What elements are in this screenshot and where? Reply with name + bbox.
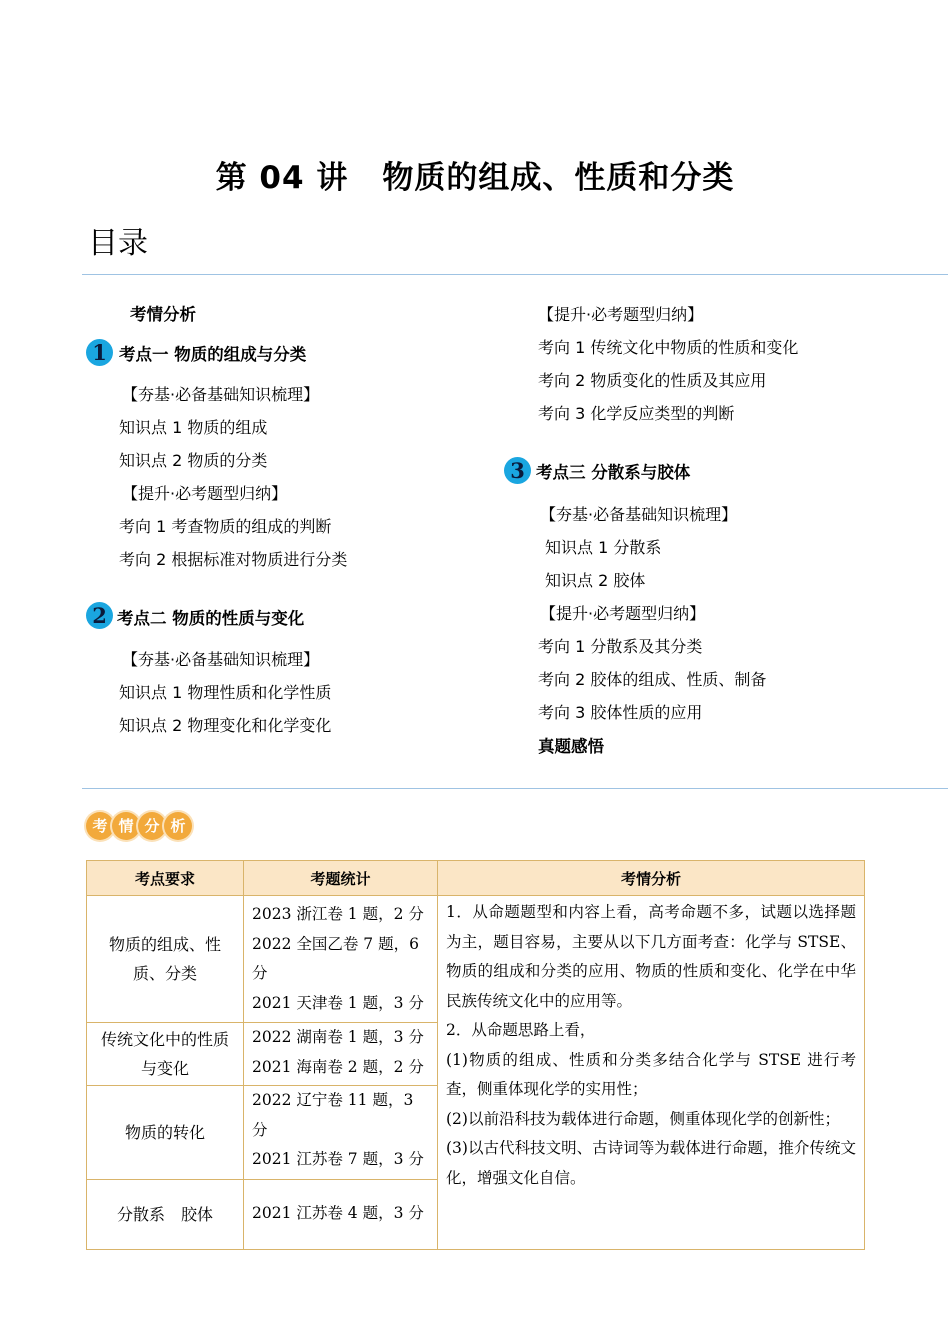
toc-item[interactable]: 考向 2 胶体的组成、性质、制备 <box>538 670 767 689</box>
toc-item[interactable]: 【提升·必考题型归纳】 <box>122 484 288 503</box>
stat-line: 2021 天津卷 1 题，3 分 <box>252 993 424 1012</box>
toc-point-1[interactable]: 考点一 物质的组成与分类 <box>119 345 307 364</box>
number-2-icon: 2 <box>86 602 113 629</box>
analysis-cell <box>438 896 865 1250</box>
stats-cell <box>244 1086 438 1180</box>
toc-item[interactable]: 知识点 2 胶体 <box>545 571 646 590</box>
toc-item[interactable]: 考向 1 分散系及其分类 <box>538 637 703 656</box>
analysis-paragraph: (1)物质的组成、性质和分类多结合化学与 STSE 进行考查，侧重体现化学的实用性； <box>446 1050 856 1098</box>
page-title: 第 04 讲 物质的组成、性质和分类 <box>215 160 735 196</box>
badge-char: 析 <box>164 812 192 840</box>
toc-item[interactable]: 考向 3 化学反应类型的判断 <box>538 404 735 423</box>
toc-item[interactable]: 【夯基·必备基础知识梳理】 <box>122 650 320 669</box>
toc-item[interactable]: 考向 2 物质变化的性质及其应用 <box>538 371 767 390</box>
requirement-cell: 分散系 胶体 <box>87 1179 244 1249</box>
toc-item[interactable]: 【提升·必考题型归纳】 <box>540 604 706 623</box>
toc-item[interactable]: 知识点 2 物理变化和化学变化 <box>119 716 332 735</box>
column-header: 考题统计 <box>244 861 438 896</box>
stat-line: 2022 辽宁卷 11 题，3 分 <box>252 1091 414 1139</box>
analysis-paragraph: (2)以前沿科技为载体进行命题，侧重体现化学的创新性； <box>446 1109 840 1128</box>
stats-cell <box>244 1179 438 1249</box>
toc-item[interactable]: 考向 3 胶体性质的应用 <box>538 703 703 722</box>
analysis-table <box>86 860 865 1250</box>
toc-item[interactable]: 考向 1 传统文化中物质的性质和变化 <box>538 338 799 357</box>
table-header-row <box>87 861 865 896</box>
table-row <box>87 896 865 1023</box>
badge-char: 考 <box>86 812 114 840</box>
stats-cell <box>244 1023 438 1086</box>
badge-char: 分 <box>138 812 166 840</box>
stat-line: 2021 江苏卷 4 题，3 分 <box>252 1204 424 1223</box>
divider <box>82 274 948 275</box>
stat-line: 2023 浙江卷 1 题，2 分 <box>252 905 424 923</box>
toc-point-2[interactable]: 考点二 物质的性质与变化 <box>117 609 305 628</box>
toc-heading: 目录 <box>88 226 148 261</box>
toc-analysis[interactable]: 考情分析 <box>130 305 196 324</box>
column-header: 考点要求 <box>87 861 244 896</box>
section-badge <box>86 812 190 846</box>
toc-item[interactable]: 知识点 1 分散系 <box>545 538 662 557</box>
toc-item[interactable]: 知识点 1 物理性质和化学性质 <box>119 683 332 702</box>
divider <box>82 788 948 789</box>
requirement-cell: 传统文化中的性质与变化 <box>87 1023 244 1086</box>
stats-cell <box>244 896 438 1023</box>
toc-point-3[interactable]: 考点三 分散系与胶体 <box>536 463 691 482</box>
number-1-icon: 1 <box>86 339 113 366</box>
stat-line: 2021 江苏卷 7 题，3 分 <box>252 1150 424 1168</box>
toc-item[interactable]: 知识点 2 物质的分类 <box>119 451 268 470</box>
toc-item[interactable]: 知识点 1 物质的组成 <box>119 418 268 437</box>
toc-real-questions[interactable]: 真题感悟 <box>538 737 604 756</box>
requirement-cell: 物质的转化 <box>87 1086 244 1180</box>
badge-char: 情 <box>112 812 140 840</box>
analysis-paragraph: 2．从命题思路上看， <box>446 1021 596 1039</box>
stat-line: 2021 海南卷 2 题，2 分 <box>252 1057 424 1076</box>
toc-item[interactable]: 【夯基·必备基础知识梳理】 <box>540 505 738 524</box>
column-header: 考情分析 <box>438 861 865 896</box>
toc-item[interactable]: 【提升·必考题型归纳】 <box>538 305 704 324</box>
stat-line: 2022 全国乙卷 7 题，6 分 <box>252 934 419 982</box>
analysis-paragraph: 1．从命题题型和内容上看，高考命题不多，试题以选择题为主，题目容易，主要从以下几方面考查：化学与 STSE、物质的组成和分类的应用、物质的性质和变化、化学在中华民族传统文化中的应用等。 <box>446 903 856 1010</box>
analysis-paragraph: (3)以古代科技文明、古诗词等为载体进行命题，推介传统文化，增强文化自信。 <box>446 1139 856 1187</box>
requirement-cell: 物质的组成、性质、分类 <box>87 896 244 1023</box>
toc-item[interactable]: 考向 1 考查物质的组成的判断 <box>119 517 332 536</box>
toc-item[interactable]: 考向 2 根据标准对物质进行分类 <box>119 550 348 569</box>
stat-line: 2022 湖南卷 1 题，3 分 <box>252 1028 424 1046</box>
number-3-icon: 3 <box>504 457 531 484</box>
toc-item[interactable]: 【夯基·必备基础知识梳理】 <box>122 385 320 404</box>
